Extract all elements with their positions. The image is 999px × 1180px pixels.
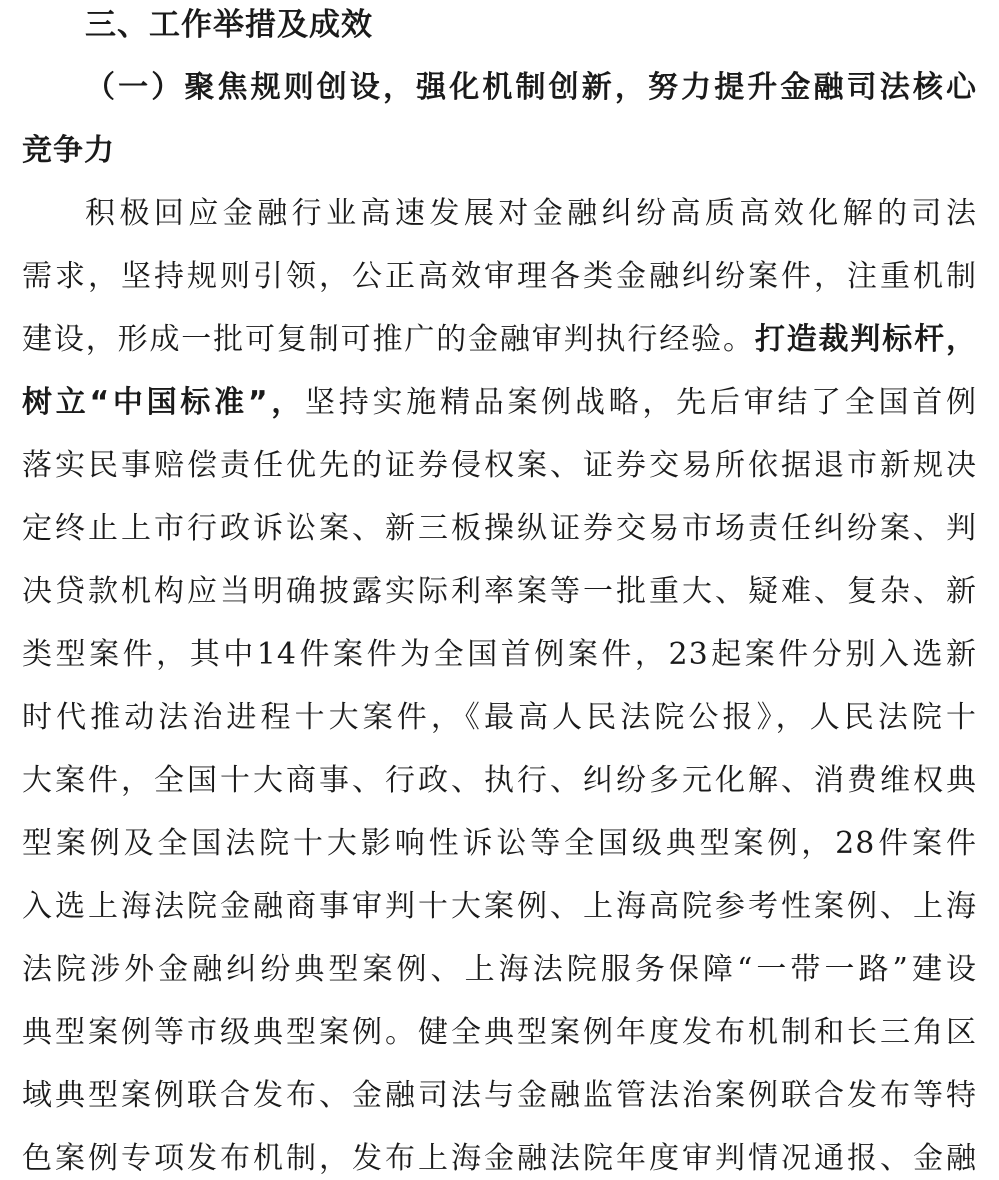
body-line-9: 时代推动法治进程十大案件，《最高人民法院公报》，人民法院十 — [22, 700, 977, 735]
body-line-6: 定终止上市行政诉讼案、新三板操纵证券交易市场责任纠纷案、判 — [22, 511, 977, 546]
body-line-2: 需求，坚持规则引领，公正高效审理各类金融纠纷案件，注重机制 — [22, 259, 977, 294]
body-line-3-bold: 打造裁判标杆， — [754, 322, 978, 357]
body-line-3 — [22, 320, 977, 360]
body-line-10: 大案件，全国十大商事、行政、执行、纠纷多元化解、消费维权典 — [22, 763, 977, 798]
section-title: 三、工作举措及成效 — [85, 7, 373, 43]
body-line-8: 类型案件，其中14件案件为全国首例案件，23起案件分别入选新 — [22, 637, 977, 672]
body-line-16: 色案例专项发布机制，发布上海金融法院年度审判情况通报、金融 — [22, 1141, 977, 1176]
body-line-1: 积极回应金融行业高速发展对金融纠纷高质高效化解的司法 — [85, 196, 977, 231]
body-line-5: 落实民事赔偿责任优先的证券侵权案、证券交易所依据退市新规决 — [22, 448, 977, 483]
body-line-4-bold: 树立“中国标准”， — [22, 385, 306, 420]
body-line-4 — [22, 383, 977, 423]
subsection-title-line-1: （一）聚焦规则创设，强化机制创新，努力提升金融司法核心 — [85, 70, 977, 105]
body-line-14: 典型案例等市级典型案例。健全典型案例年度发布机制和长三角区 — [22, 1015, 977, 1050]
body-line-15: 域典型案例联合发布、金融司法与金融监管法治案例联合发布等特 — [22, 1078, 977, 1113]
body-line-7: 决贷款机构应当明确披露实际利率案等一批重大、疑难、复杂、新 — [22, 574, 977, 609]
body-line-3-normal: 建设，形成一批可复制可推广的金融审判执行经验。 — [22, 322, 755, 357]
body-line-13: 法院涉外金融纠纷典型案例、上海法院服务保障“一带一路”建设 — [22, 952, 977, 987]
body-line-12: 入选上海法院金融商事审判十大案例、上海高院参考性案例、上海 — [22, 889, 977, 924]
body-line-11: 型案例及全国法院十大影响性诉讼等全国级典型案例，28件案件 — [22, 826, 977, 861]
body-line-4-normal: 坚持实施精品案例战略，先后审结了全国首例 — [305, 385, 977, 420]
subsection-title-line-2: 竞争力 — [22, 133, 115, 168]
